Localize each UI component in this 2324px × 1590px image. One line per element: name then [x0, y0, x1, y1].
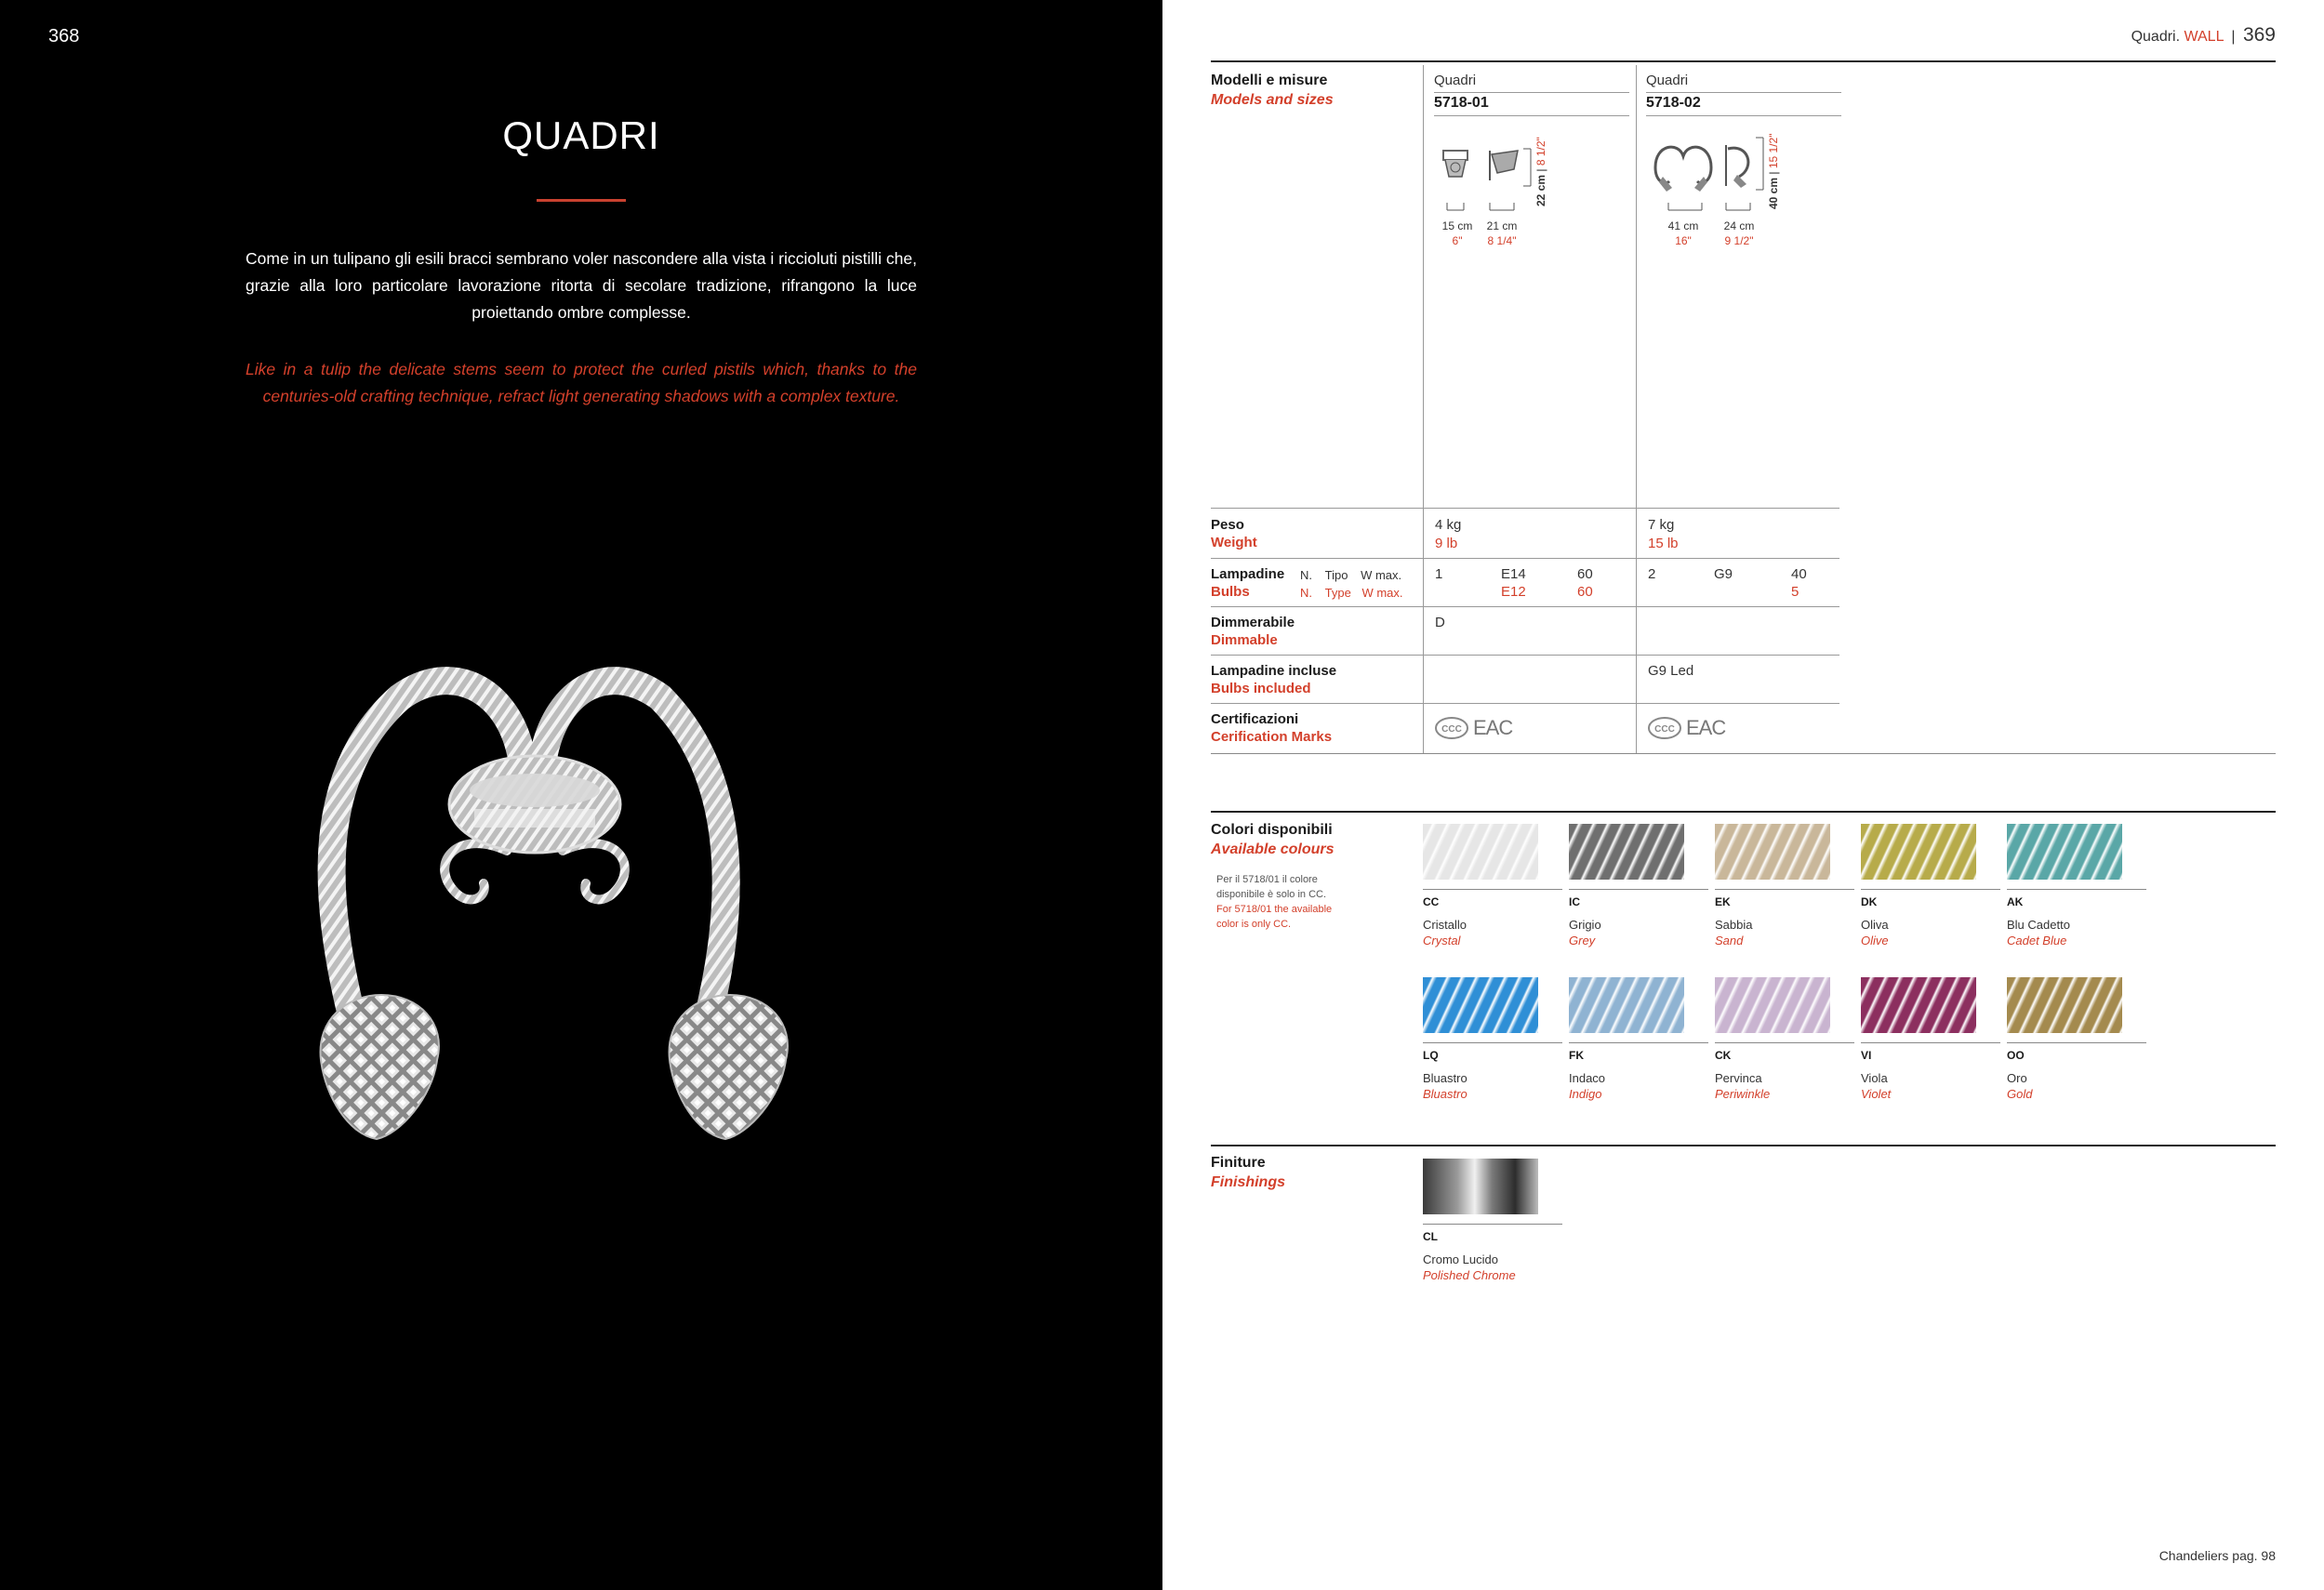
bulbs-model-1-type: E14: [1501, 566, 1526, 582]
colour-swatch-ic[interactable]: [1569, 824, 1686, 947]
colour-sample: [1423, 977, 1538, 1033]
colour-code: AK: [2007, 895, 2024, 908]
model-1-width-1-in: 6": [1452, 234, 1463, 247]
colour-swatch-ck[interactable]: [1715, 977, 1832, 1101]
colour-code: OO: [2007, 1049, 2025, 1062]
colour-swatch-ak[interactable]: [2007, 824, 2124, 947]
colour-sample: [1715, 824, 1830, 880]
colour-sample: [2007, 824, 2122, 880]
colour-name-it: Indaco: [1569, 1071, 1606, 1085]
models-label-en: Models and sizes: [1211, 92, 1334, 108]
model-2-width-1-in: 16": [1675, 234, 1692, 247]
colour-name-it: Viola: [1861, 1071, 1888, 1085]
colour-name-en: Violet: [1861, 1087, 1892, 1101]
colour-name-en: Sand: [1715, 934, 1744, 947]
colour-name-it: Oliva: [1861, 918, 1889, 932]
colour-name-it: Pervinca: [1715, 1071, 1762, 1085]
spec-rule-4: [1211, 703, 1839, 704]
colour-code: FK: [1569, 1049, 1584, 1062]
colour-swatch-dk[interactable]: [1861, 824, 1978, 947]
header-separator: |: [2231, 29, 2236, 45]
model-1-width-2: 21 cm: [1486, 219, 1518, 232]
bulbs-included-model-2: G9 Led: [1648, 663, 1694, 679]
cert-marks-model-2: [1647, 716, 1725, 740]
model-5718-02: [1646, 73, 1841, 116]
bulbs-col-headers-it: N. Tipo W max.: [1300, 568, 1402, 582]
colour-divider: [1569, 889, 1708, 890]
colour-code: EK: [1715, 895, 1731, 908]
bulbs-model-2-w: 40: [1791, 566, 1807, 582]
finish-name-it: Cromo Lucido: [1423, 1252, 1498, 1266]
colour-sample: [1569, 824, 1684, 880]
eac-mark-icon: EAC: [1473, 716, 1513, 739]
finish-swatch-cl[interactable]: [1423, 1159, 1540, 1282]
colour-name-it: Blu Cadetto: [2007, 918, 2070, 932]
model-2-width-1: 41 cm: [1667, 219, 1699, 232]
colour-divider: [1861, 1042, 2000, 1043]
model-code: 5718-02: [1646, 95, 1701, 111]
footer-reference: Chandeliers pag. 98: [2158, 1548, 2276, 1563]
colour-divider: [2007, 1042, 2146, 1043]
cert-marks-model-1: [1434, 716, 1512, 740]
colour-divider: [2007, 889, 2146, 890]
colour-sample: [1423, 824, 1538, 880]
colour-name-en: Gold: [2007, 1087, 2033, 1101]
bulbs-col-headers-en: N. Type W max.: [1300, 586, 1403, 600]
bulbs-model-1-type-us: E12: [1501, 584, 1526, 600]
model-name: Quadri: [1434, 73, 1477, 88]
colour-swatch-ek[interactable]: [1715, 824, 1832, 947]
weight-model-1: 4 kg 9 lb: [1435, 517, 1462, 551]
spec-rule-2: [1211, 606, 1839, 607]
models-label-it: Modelli e misure: [1211, 73, 1328, 88]
colour-name-it: Bluastro: [1423, 1071, 1467, 1085]
colour-name-en: Bluastro: [1423, 1087, 1467, 1101]
colour-divider: [1715, 1042, 1854, 1043]
column-divider-1: [1423, 65, 1424, 753]
cert-label: Certificazioni Cerification Marks: [1211, 711, 1333, 745]
page-header: [2131, 24, 2276, 46]
top-rule: [1211, 60, 2276, 62]
bulbs-model-1-w: 60: [1577, 566, 1593, 582]
colour-sample: [2007, 977, 2122, 1033]
column-divider-2: [1636, 65, 1637, 753]
colour-divider: [1423, 889, 1562, 890]
page-number-left: 368: [48, 26, 80, 46]
colour-sample: [1715, 977, 1830, 1033]
header-section: Quadri.: [2131, 29, 2181, 45]
colour-swatch-fk[interactable]: [1569, 977, 1686, 1101]
model-2-width-2: 24 cm: [1723, 219, 1755, 232]
colour-divider: [1569, 1042, 1708, 1043]
model-2-height: 40 cm | 15 1/2": [1767, 133, 1780, 209]
colour-code: CC: [1423, 895, 1440, 908]
model-5718-01: [1434, 73, 1629, 116]
eac-mark-icon: EAC: [1686, 716, 1726, 739]
weight-label: Peso Weight: [1211, 517, 1257, 550]
colour-divider: [1715, 889, 1854, 890]
header-category: WALL: [2184, 29, 2224, 45]
description-italian: Come in un tulipano gli esili bracci sembrano voler nascondere alla vista i riccioluti pistilli che, grazie alla loro particolare lavorazione ritorta di secolare tradizione, rifrangono la luce proiettando ombre complesse.: [246, 249, 917, 322]
colour-divider: [1861, 889, 2000, 890]
colour-sample: [1861, 977, 1976, 1033]
spec-rule-5: [1211, 753, 2276, 754]
colour-code: IC: [1569, 895, 1580, 908]
finish-name-en: Polished Chrome: [1423, 1268, 1516, 1282]
colour-sample: [1569, 977, 1684, 1033]
model-1-width-2-in: 8 1/4": [1487, 234, 1517, 247]
model-name: Quadri: [1646, 73, 1689, 88]
colour-divider: [1423, 1042, 1562, 1043]
colour-code: DK: [1861, 895, 1878, 908]
colour-name-en: Crystal: [1423, 934, 1461, 947]
bulbs-model-2-n: 2: [1648, 566, 1656, 582]
product-title: QUADRI: [502, 113, 660, 157]
ccc-mark-icon: [1647, 716, 1682, 740]
colour-name-it: Grigio: [1569, 918, 1601, 932]
finish-code: CL: [1423, 1230, 1438, 1243]
finishings-label: Finiture Finishings: [1211, 1155, 1285, 1190]
model-1-height: 22 cm | 8 1/2": [1534, 137, 1547, 206]
colour-sample: [1861, 824, 1976, 880]
ccc-mark-icon: [1434, 716, 1469, 740]
bulbs-model-1-n: 1: [1435, 566, 1443, 582]
dimmable-label: Dimmerabile Dimmable: [1211, 615, 1295, 648]
svg-text:CCC: CCC: [1654, 724, 1675, 735]
weight-model-2: 7 kg 15 lb: [1648, 517, 1679, 551]
finish-sample: [1423, 1159, 1538, 1214]
page-number-right: 369: [2242, 24, 2276, 46]
colour-name-en: Olive: [1861, 934, 1889, 947]
dimmable-model-1: D: [1435, 615, 1445, 630]
bulbs-included-label: Lampadine incluse Bulbs included: [1211, 663, 1337, 696]
colour-code: LQ: [1423, 1049, 1439, 1062]
bulbs-label: Lampadine Bulbs: [1211, 566, 1285, 600]
description-english: Like in a tulip the delicate stems seem to protect the curled pistils which, thanks to the centuries-old crafting technique, refract light generating shadows with a complex texture.: [246, 360, 917, 405]
spec-rule-1: [1211, 558, 1839, 559]
bulbs-model-2-w-us: 5: [1791, 584, 1799, 600]
colour-name-en: Indigo: [1569, 1087, 1602, 1101]
finish-divider: [1423, 1224, 1562, 1225]
colours-label: Colori disponibili Available colours: [1211, 822, 1335, 857]
colour-name-it: Oro: [2007, 1071, 2027, 1085]
colours-note: Per il 5718/01 il colore disponibile è solo in CC. For 5718/01 the available color is only CC.: [1216, 874, 1333, 930]
spec-rule-3: [1211, 655, 1839, 656]
model-2-width-2-in: 9 1/2": [1724, 234, 1754, 247]
colour-name-it: Cristallo: [1423, 918, 1467, 932]
svg-text:CCC: CCC: [1441, 724, 1462, 735]
colour-swatch-lq[interactable]: [1423, 977, 1540, 1101]
model-code: 5718-01: [1434, 95, 1489, 111]
colour-code: VI: [1861, 1049, 1872, 1062]
colours-rule: [1211, 811, 2276, 813]
title-underline: [537, 199, 626, 202]
lamp-photo: [298, 651, 818, 1153]
bulbs-model-2-type: G9: [1714, 566, 1733, 582]
right-page: [1162, 0, 2324, 1590]
colour-code: CK: [1715, 1049, 1732, 1062]
spec-rule-0: [1211, 508, 1839, 509]
colour-name-it: Sabbia: [1715, 918, 1753, 932]
colour-name-en: Grey: [1569, 934, 1596, 947]
colour-swatch-oo[interactable]: [2007, 977, 2124, 1101]
model-1-width-1: 15 cm: [1441, 219, 1473, 232]
colour-name-en: Cadet Blue: [2007, 934, 2067, 947]
colour-name-en: Periwinkle: [1715, 1087, 1771, 1101]
colour-swatch-cc[interactable]: [1423, 824, 1540, 947]
finishings-rule: [1211, 1145, 2276, 1146]
bulbs-model-1-w-us: 60: [1577, 584, 1593, 600]
colour-swatch-vi[interactable]: [1861, 977, 1978, 1101]
